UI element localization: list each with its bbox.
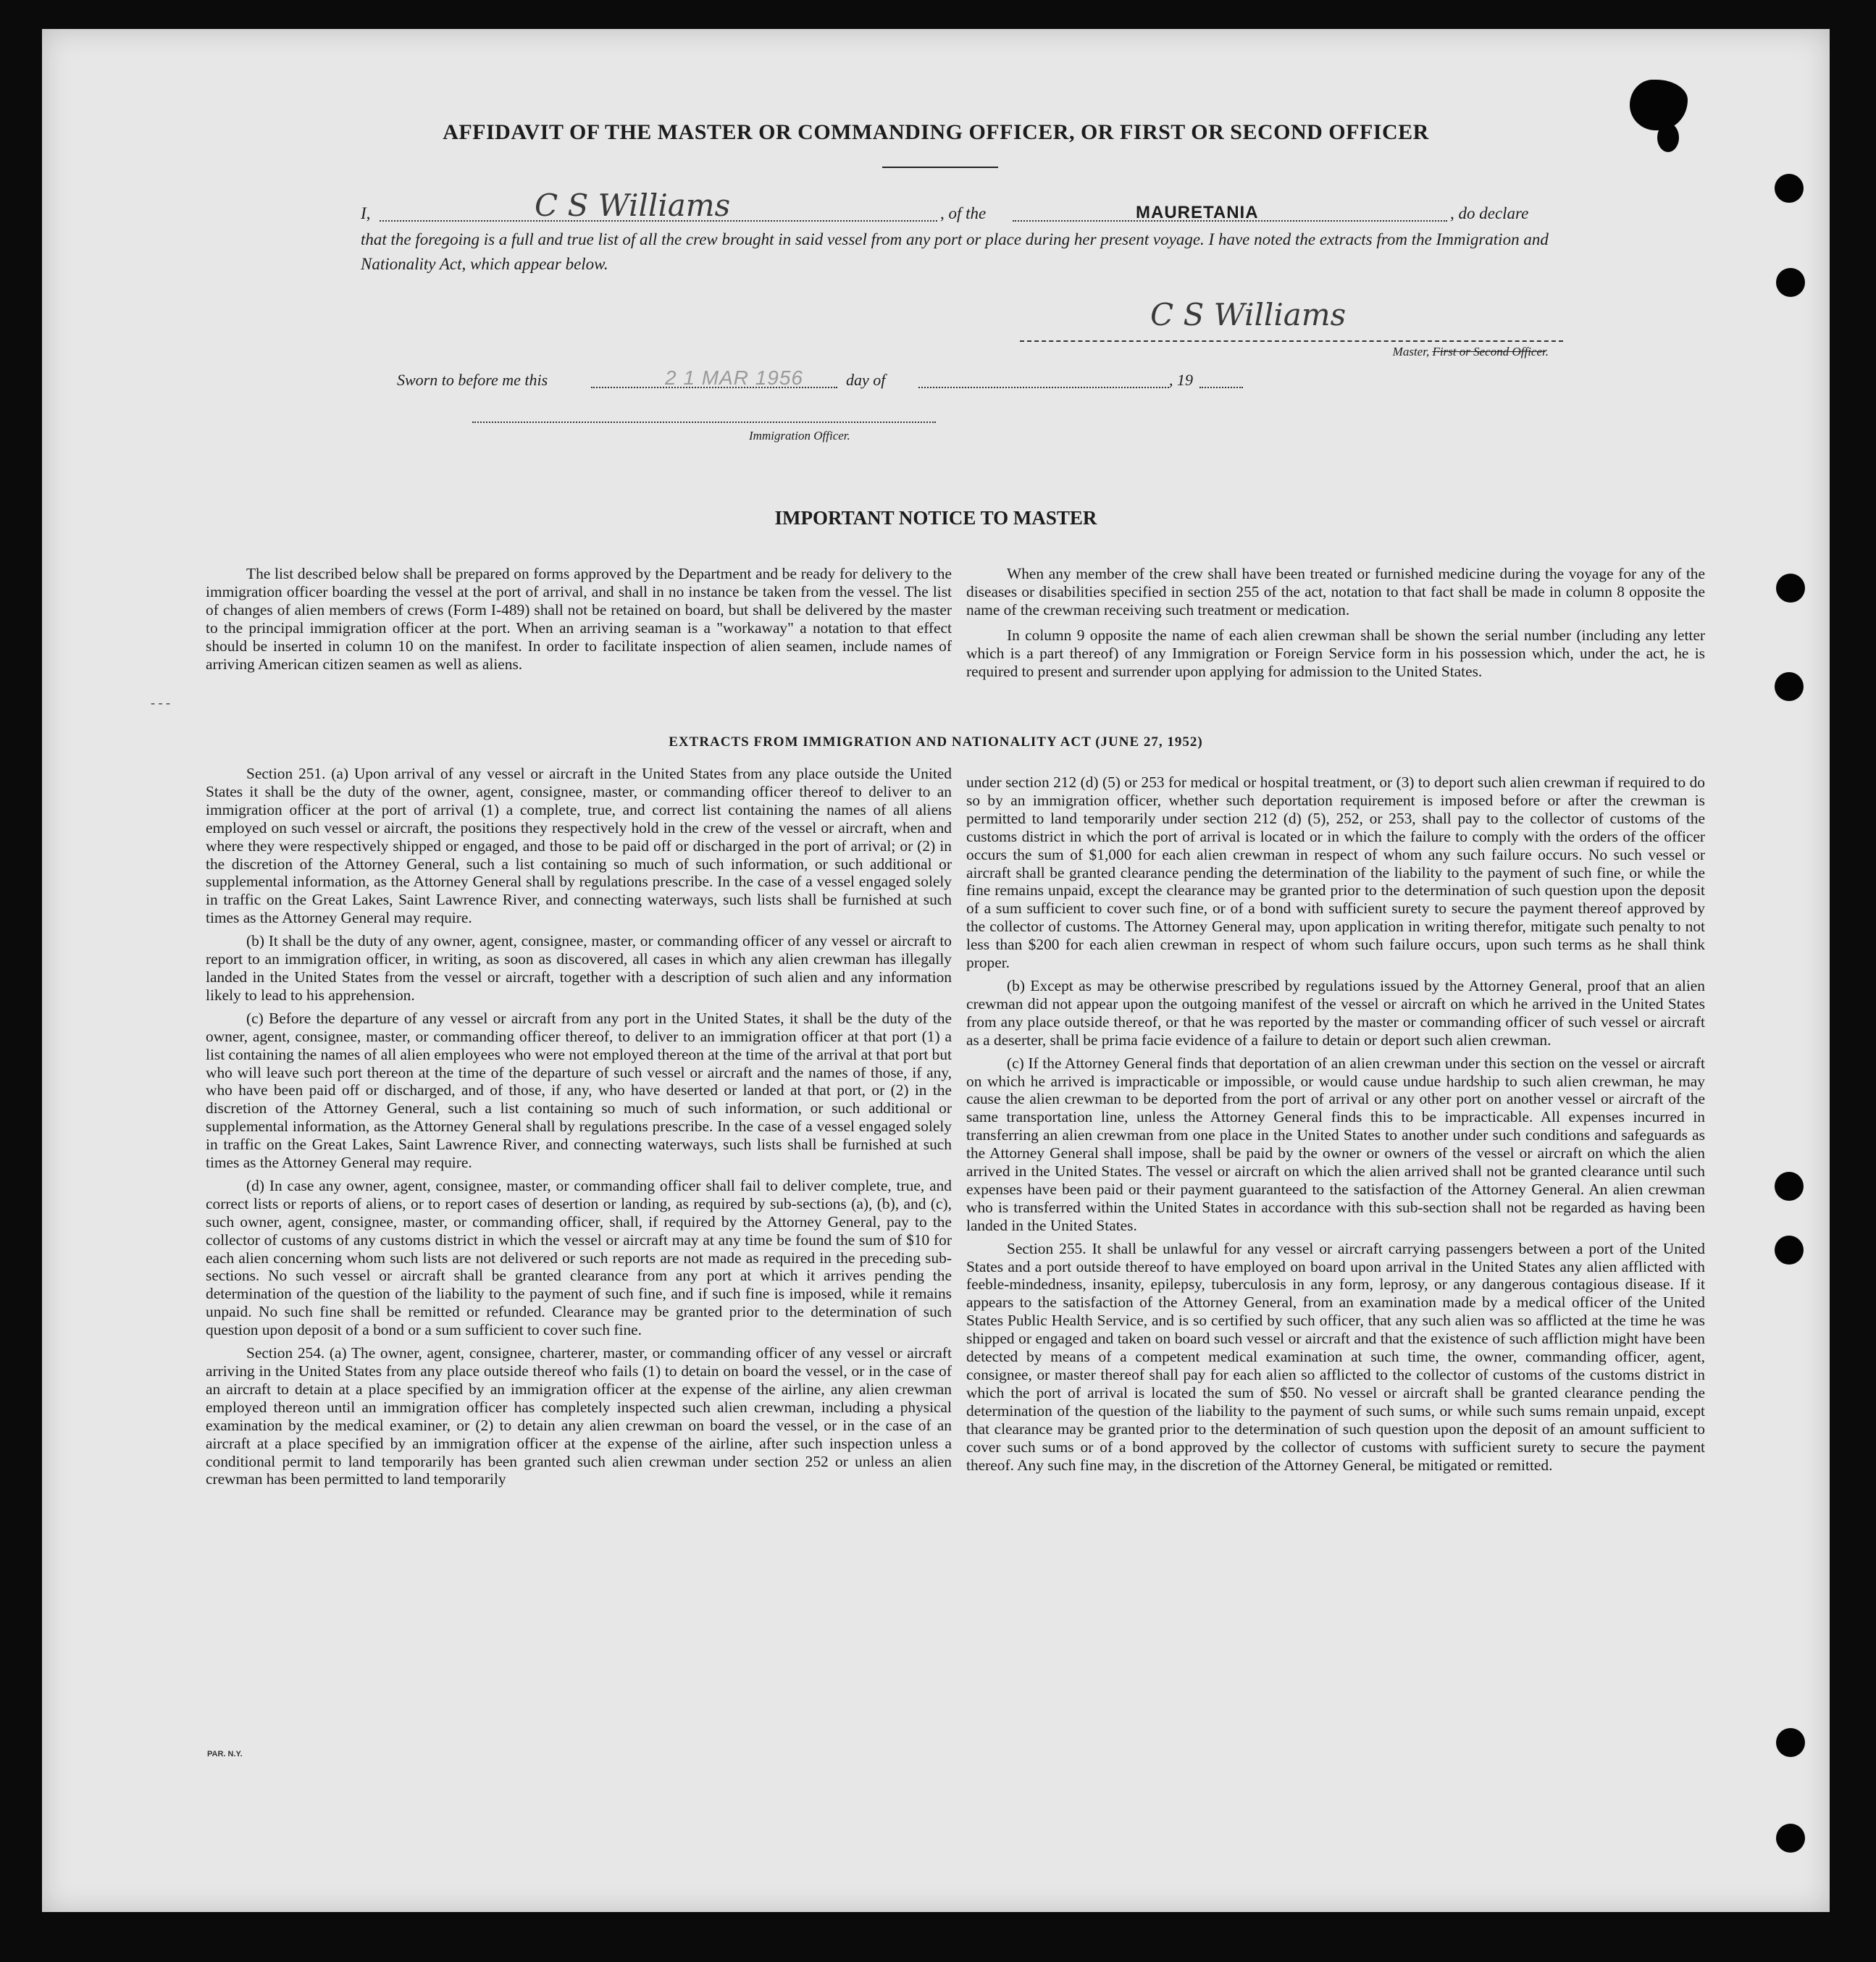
section-paragraph: (d) In case any owner, agent, consignee, master, or commanding officer shall fail to deliver complete, true, and correct lists or reports of aliens, or to report cases of desertion or landing, as required by sub-sections (a), (b), and (c), such owner, agent, consignee, master, or commanding officer, shall, if required by the Attorney General, pay to the collector of customs of any customs district in which the vessel or aircraft may at any time be found the sum of $10 for each alien concerning whom such lists are not delivered or such reports are not made as required in the preceding sub-sections. No such vessel or aircraft shall be granted clearance from any port at which it arrives pending the determination of the question of the liability to the payment of such fine, and if such fine is imposed, while it remains unpaid. No such fine shall be remitted or refunded. Clearance may be granted prior to the determination of such question upon deposit of a bond or a sum sufficient to cover such fine. xyxy=(206,1176,952,1339)
punch-hole xyxy=(1775,174,1804,203)
section-paragraph: Section 255. It shall be unlawful for any vessel or aircraft carrying passengers between a port of the United States and a port outside thereof to have employed on board upon arrival in the United States any alien afflicted with feeble-mindedness, insanity, epilepsy, tuberculosis in any form, leprosy, or any dangerous contagious disease. If it appears to the satisfaction of the Attorney General, from an examination made by a medical officer of the United States Public Health Service, and is so certified by such officer, that any such alien was so afflicted at the time he was shipped or engaged and taken on board such vessel or aircraft and that the existence of such affliction might have been detected by means of a competent medical examination at such time, the owner, commanding officer, agent, consignee, or master thereof shall pay for each alien so afflicted to the collector of customs of the customs district in which the port of arrival is located the sum of $50. No vessel or aircraft shall be granted clearance pending the determination of the question of the liability to the payment of such sums, or while such sums remain unpaid, except that clearance may be granted prior to the determination of such question upon the deposit of an amount sufficient to cover such sums or of a bond approved by the collector of customs with sufficient surety to secure the payment thereof. Any such fine may, in the discretion of the Attorney General, be mitigated or remitted. xyxy=(966,1239,1705,1474)
day-of-label: day of xyxy=(846,371,886,389)
notice-paragraph: The list described below shall be prepared on forms approved by the Department and be ready for delivery to the immigration officer boarding the vessel at the port of arrival, and shall in no instance be taken from the vessel. The list of changes of alien members of crews (Form I-489) shall not be retained on board, but shall be delivered by the master to the principal immigration officer at the port. When an arriving seaman is a "workaway" a notation to that effect should be inserted in column 10 on the manifest. In order to facilitate inspection of alien seamen, include names of arriving American citizen seamen as well as aliens. xyxy=(206,565,952,673)
section-paragraph: (c) If the Attorney General finds that deportation of an alien crewman under this section on the vessel or aircraft on which he arrived is impracticable or impossible, or would cause undue hardship to such alien crewman, he may cause the alien crewman to be deported from the port of arrival or any other port on another vessel or aircraft of the same transportation line, unless the Attorney General finds this to be impracticable. All expenses incurred in transferring an alien crewman from one place in the United States to another under such conditions and safeguards as the Attorney General shall impose, shall be paid by the owner or owners of the vessel or aircraft on which the alien arrived in the United States. The vessel or aircraft on which the alien arrived shall not be granted clearance until such expenses have been paid or their payment guaranteed to the satisfaction of the Attorney General. An alien crewman who is transferred within the United States in accordance with this sub-section shall not be regarded as having been landed in the United States. xyxy=(966,1054,1705,1234)
section-paragraph: (b) It shall be the duty of any owner, agent, consignee, master, or commanding officer of any vessel or aircraft to report to an immigration officer, in writing, as soon as discovered, all cases in which any alien crewman has illegally landed in the United States from the vessel or aircraft, together with a description of such alien and any information likely to lead to his apprehension. xyxy=(206,932,952,1004)
punch-hole xyxy=(1776,1824,1805,1853)
declaration-statement: that the foregoing is a full and true list of all the crew brought in said vessel from any port or place during her present voyage. I have noted the extracts from the Immigration and Nationality Act, which appear below. xyxy=(361,230,1549,273)
punch-hole xyxy=(1775,672,1804,701)
extracts-title: EXTRACTS FROM IMMIGRATION AND NATIONALITY ACT (JUNE 27, 1952) xyxy=(669,734,1203,750)
notice-paragraph: In column 9 opposite the name of each alien crewman shall be shown the serial number (including any letter which is a part thereof) of any Immigration or Foreign Service form in his possession which, under the act, he is required to present and surrender upon applying for admission to the United States. xyxy=(966,626,1705,680)
notice-left-column xyxy=(206,565,952,673)
do-declare-label: , do declare xyxy=(1450,204,1529,222)
punch-hole xyxy=(1775,1172,1804,1201)
signature-caption: Master, First or Second Officer. xyxy=(1392,345,1549,359)
declarant-name: C S Williams xyxy=(535,188,731,223)
date-stamp: 2 1 MAR 1956 xyxy=(665,366,803,389)
notice-right-column xyxy=(966,565,1705,680)
section-paragraph: Section 254. (a) The owner, agent, consignee, charterer, master, or commanding officer of any vessel or aircraft arriving in the United States from any place outside thereof who fails (1) to detain on board the vessel, or in the case of an aircraft to detain at a place specified by an immigration officer at the expense of the airline, any alien crewman employed thereon until an immigration officer has completely inspected such alien crewman, including a physical examination by the medical examiner, or (2) to detain any alien crewman on board the vessel, or in the case of an aircraft at a place specified by an immigration officer at the expense of the airline, after such inspection unless a conditional permit to land temporarily has been granted such alien crewman under section 252 or unless an alien crewman has been permitted to land temporarily xyxy=(206,1344,952,1488)
section-paragraph: (c) Before the departure of any vessel or aircraft from any port in the United States, it shall be the duty of the owner, agent, consignee, master, or commanding officer thereof, to deliver to an immigration officer at that port (1) a list containing the names of all alien employees who were not employed thereon at the time of the arrival at that port but who will leave such port thereon at the time of the departure of such vessel or aircraft and the names of those, if any, who have been paid off or discharged, and of those, if any, who have deserted or landed at that port, or (2) in the discretion of the Attorney General, such a list containing so much of such information, or such additional or supplemental information, as the Attorney General shall by regulations prescribe. In the case of a vessel engaged solely in traffic on the Great Lakes, Saint Lawrence River, and connecting waterways, such lists shall be furnished at such times as the Attorney General may require. xyxy=(206,1009,952,1172)
year-prefix: , 19 xyxy=(1169,371,1193,389)
affidavit-title: AFFIDAVIT OF THE MASTER OR COMMANDING OFFICER, OR FIRST OR SECOND OFFICER xyxy=(443,120,1429,144)
vessel-name: MAURETANIA xyxy=(1136,203,1259,222)
printer-mark: PAR. N.Y. xyxy=(207,1750,243,1758)
punch-hole xyxy=(1776,268,1805,297)
of-the-label: , of the xyxy=(940,204,987,222)
extracts-right-column xyxy=(966,774,1705,1474)
struck-officer-text: First or Second Officer xyxy=(1432,345,1546,359)
declaration xyxy=(361,188,1563,277)
sworn-prefix: Sworn to before me this xyxy=(397,371,548,389)
margin-mark: - - - xyxy=(151,695,170,710)
punch-hole xyxy=(1776,574,1805,603)
document-page xyxy=(42,29,1830,1912)
section-paragraph: (b) Except as may be otherwise prescribed by regulations issued by the Attorney General, proof that an alien crewman did not appear upon the outgoing manifest of the vessel or aircraft on which he arrived in the United States from any place outside thereof, or that he was reported by the master or commanding officer of such vessel or aircraft as a deserter, shall be prima facie evidence of a failure to detain or deport such alien crewman. xyxy=(966,976,1705,1049)
punch-hole xyxy=(1775,1236,1804,1265)
section-paragraph: Section 251. (a) Upon arrival of any vessel or aircraft in the United States from any place outside the United States it shall be the duty of the owner, agent, consignee, master, or commanding officer thereof to deliver to an immigration officer at the port of arrival (1) a complete, true, and correct list containing the names of all aliens employed on such vessel or aircraft, the positions they respectively hold in the crew of the vessel or aircraft, when and where they were respectively shipped or engaged, and those to be paid off or discharged in the port of arrival; or (2) in the discretion of the Attorney General, such a list containing so much of such information, or such additional or supplemental information, as the Attorney General shall by regulations prescribe. In the case of a vessel engaged solely in traffic on the Great Lakes, Saint Lawrence River, and connecting waterways, such lists shall be furnished at such times as the Attorney General may require. xyxy=(206,765,952,927)
notice-title: IMPORTANT NOTICE TO MASTER xyxy=(774,507,1097,529)
notice-paragraph: When any member of the crew shall have been treated or furnished medicine during the voyage for any of the diseases or disabilities specified in section 255 of the act, notation to that fact shall be made in column 8 opposite the name of the crewman receiving such treatment or medication. xyxy=(966,565,1705,619)
officer-caption: Immigration Officer. xyxy=(749,429,850,443)
declare-prefix: I, xyxy=(361,204,371,222)
punch-hole xyxy=(1776,1728,1805,1757)
extracts-left-column xyxy=(206,765,952,1488)
sworn-line xyxy=(397,364,1339,393)
signature-block xyxy=(1020,290,1563,369)
master-signature: C S Williams xyxy=(1150,297,1347,332)
section-paragraph: under section 212 (d) (5) or 253 for medical or hospital treatment, or (3) to deport such alien crewman if required to do so by an immigration officer, whether such deportation requirement is imposed before or after the crewman is permitted to land temporarily under section 212 (d) (5), 252, or 253, shall pay to the collector of customs of the customs district in which the port of arrival is located or in which the failure to comply with the orders of the officer occurs the sum of $1,000 for each alien crewman in respect of whom any such failure occurs. No such vessel or aircraft shall be granted clearance pending the determination of the liability to the payment of such fine, or while the fine remains unpaid, except the clearance may be granted prior to the determination of such question upon the deposit of a sum sufficient to cover such fine, or of a bond with sufficient surety to secure the payment thereof approved by the collector of customs. The Attorney General may, upon application in writing therefor, mitigate such penalty to not less than $200 for each alien crewman in respect of whom such failure occurs, upon such terms as he shall think proper. xyxy=(966,774,1705,972)
title-rule xyxy=(882,167,998,168)
officer-signature-line xyxy=(472,422,936,423)
